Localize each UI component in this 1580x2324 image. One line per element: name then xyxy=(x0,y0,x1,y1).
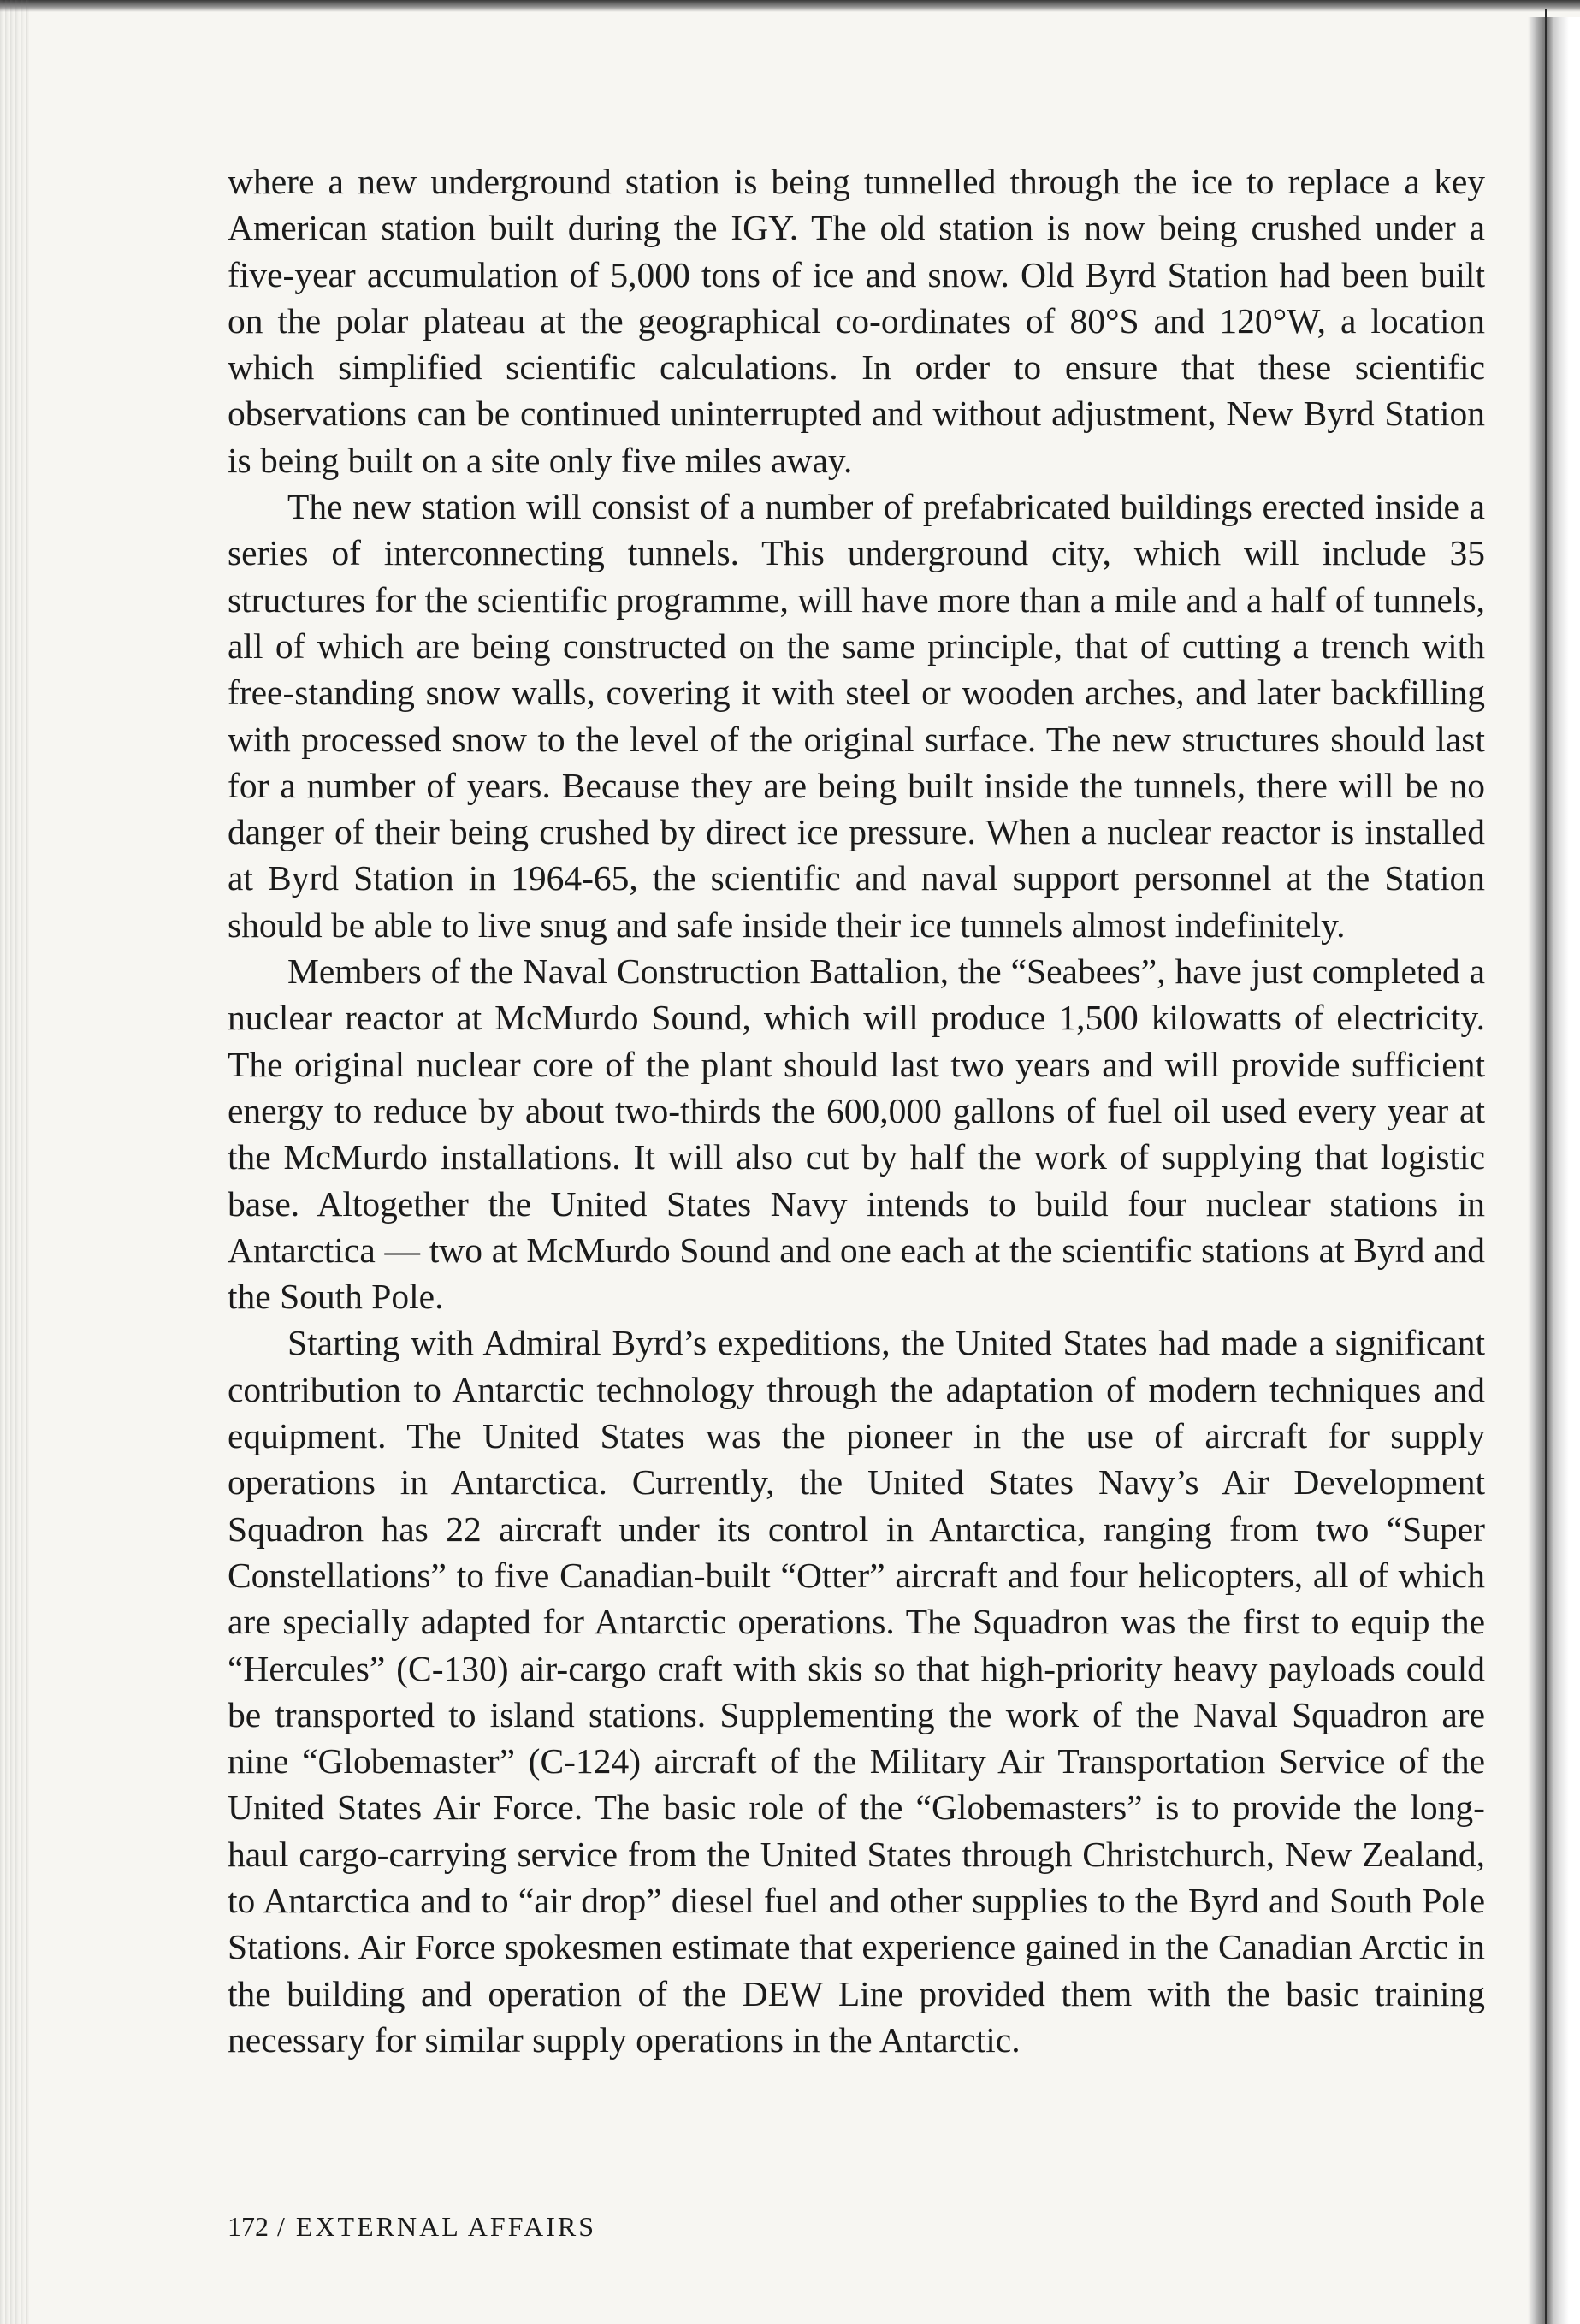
paragraph-1: where a new underground station is being tunnelled through the ice to replace a key American station built during the IGY. The old station is now being crushed under a five-year accumulation of 5,000 tons of ice and snow. Old Byrd Station had been built on the polar plateau at the geographical co-ordinates of 80°S and 120°W, a location which simplified scientific calculations. In order to ensure that these scientific observations can be continued uninterrupted and without adjustment, New Byrd Station is being built on a site only five miles away. xyxy=(228,162,1485,480)
footer-separator: / xyxy=(277,2211,287,2242)
paragraph-2: The new station will consist of a number of prefabricated buildings erected inside a series of interconnecting tunnels. This underground city, which will include 35 structures for the scientific programme, will have more than a mile and a half of tunnels, all of which are being constructed on the same principle, that of cutting a trench with free-standing snow walls, covering it with steel or wooden arches, and later backfilling with processed snow to the level of the original surface. The new structures should last for a number of years. Because they are being built inside the tunnels, there will be no danger of their being crushed by direct ice pressure. When a nuclear reactor is installed at Byrd Station in 1964-65, the scientific and naval support personnel at the Station should be able to live snug and safe inside their ice tunnels almost indefinitely. xyxy=(228,487,1485,945)
paragraph-4: Starting with Admiral Byrd’s expeditions, the United States had made a significant contribution to Antarctic technology through the adaptation of modern techniques and equipment. The United States was the pioneer in the use of aircraft for supply operations in Antarctica. Currently, the United States Navy’s Air Development Squadron has 22 aircraft under its control in Antarctica, ranging from two “Super Constellations” to five Canadian-built “Otter” aircraft and four helicopters, all of which are specially adapted for Antarctic operations. The Squadron was the first to equip the “Hercules” (C-130) air-cargo craft with skis so that high-priority heavy payloads could be transported to island stations. Supplementing the work of the Naval Squadron are nine “Globemaster” (C-124) aircraft of the Military Air Transportation Service of the United States Air Force. The basic role of the “Globemasters” is to provide the long-haul cargo-carrying service from the United States through Christchurch, New Zealand, to Antarctica and to “air drop” diesel fuel and other supplies to the Byrd and South Pole Stations. Air Force spokesmen estimate that experience gained in the Canadian Arctic in the building and operation of the DEW Line provided them with the basic training necessary for similar supply operations in the Antarctic. xyxy=(228,1323,1485,2060)
publication-title: EXTERNAL AFFAIRS xyxy=(295,2211,597,2242)
paragraph-3: Members of the Naval Construction Battalion, the “Seabees”, have just completed a nuclear reactor at McMurdo Sound, which will produce 1,500 kilowatts of electricity. The original nuclear core of the plant should last two years and will provide sufficient energy to reduce by about two-thirds the 600,000 gallons of fuel oil used every year at the McMurdo installations. It will also cut by half the work of supplying that logistic base. Altogether the United States Navy intends to build four nuclear stations in Antarctica — two at McMurdo Sound and one each at the scientific stations at Byrd and the South Pole. xyxy=(228,952,1485,1317)
page-number: 172 xyxy=(228,2211,269,2242)
article-body xyxy=(228,158,1485,2063)
scan-right-edge xyxy=(1528,17,1580,2324)
scan-top-edge xyxy=(0,0,1580,12)
scan-right-edge-line xyxy=(1545,9,1547,2324)
page-footer xyxy=(228,2211,596,2243)
scan-left-binding xyxy=(0,0,29,2324)
